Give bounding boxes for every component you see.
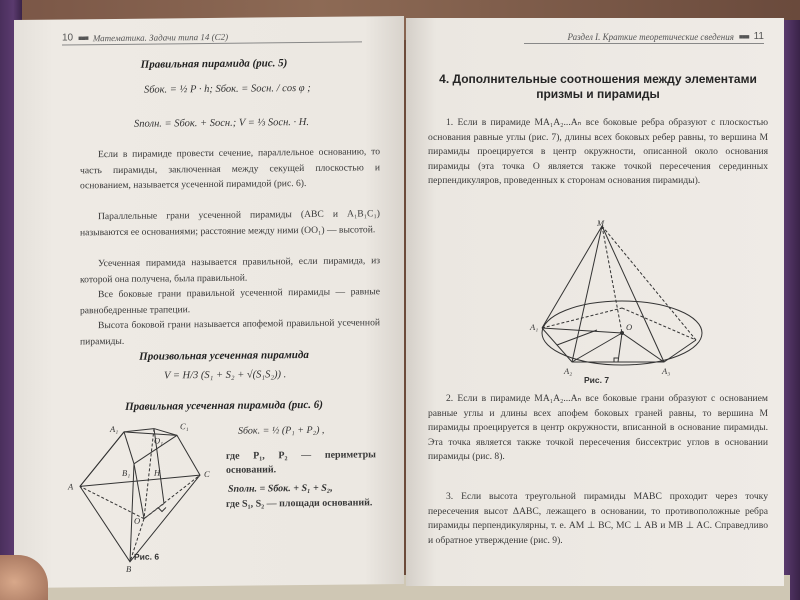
formula-truncated-lateral: Sбок. = ½ (P₁ + P₂) , [238,424,325,437]
note-perimeters: где P₁, P₂ — периметры оснований. [226,449,376,476]
label-A2: A₂ [564,366,573,376]
formula-truncated-full: Sполн. = Sбок. + S₁ + S₂, [228,482,333,495]
right-running-head-text: Раздел I. Краткие теоретические сведения [567,31,734,42]
figure-7-caption: Рис. 7 [584,375,610,385]
label-A1: A₁ [110,423,119,435]
label-B1: B₁ [122,467,131,478]
label-A1: A₁ [530,322,539,332]
figure-6-caption: Рис. 6 [134,551,160,562]
label-C1: C₁ [180,421,189,432]
label-A3: A₃ [662,366,671,376]
left-page [14,16,404,588]
truncated-pyramid-figure [62,413,232,575]
label-H: H [154,467,161,478]
note-areas: где S₁, S₂ — площади оснований. [226,497,373,510]
left-page-number: 10 [62,32,74,44]
paragraph-regular-truncated: Усеченная пирамида называется правильной, если пирамида, из которой она получена, была правильной. [80,255,380,285]
ornament-icon: ■■■ [738,32,749,41]
pyramid-figure-7 [524,218,720,383]
heading-regular-pyramid: Правильная пирамида (рис. 5) [140,57,288,71]
left-running-head-text: Математика. Задачи типа 14 (С2) [92,31,229,43]
section-title: 4. Дополнительные соотношения между элементами призмы и пирамиды [439,72,757,101]
paragraph-truncated-definition: Если в пирамиде провести сечение, параллельное основанию, то часть пирамиды, заключенная между секущей плоскостью и основанием, называется усеченной пирамидой (рис. 6). [80,146,380,192]
formula-full-area-volume: Sполн. = Sбок. + Sосн.; V = ⅓ Sосн. · H. [134,116,310,130]
label-O: O [626,322,633,332]
left-running-head [62,28,362,45]
book-cover-right [784,20,800,600]
ornament-icon: ■■■ [78,33,88,42]
right-running-head [524,30,764,44]
label-A: A [68,481,74,492]
item-2-text: 2. Если в пирамиде MA₁A₂...Aₙ все боковые грани образуют с основанием равные углы и длины всех апофем боковых граней равны, то вершина M пирамиды проецируется в центр окружности, вписанной в основание пирамиды. Эта точка является также точкой пересечения биссектрис углов в основании пирамиды (рис. 8). [428,393,768,462]
right-page [406,18,784,586]
paragraph-lateral-faces: Все боковые грани правильной усеченной пирамиды — равные равнобедренные трапеции. [80,286,380,316]
paragraph-bases-height: Параллельные грани усеченной пирамиды (ABC и A₁B₁C₁) называются ее основаниями; расстояние между ними (OO₁) — высотой. [80,208,380,238]
heading-arbitrary-truncated: Произвольная усеченная пирамида [139,348,309,363]
formula-truncated-volume: V = H/3 (S₁ + S₂ + √(S₁S₂)) . [164,369,287,382]
item-1-text: 1. Если в пирамиде MA₁A₂...Aₙ все боковые ребра образуют с плоскостью основания равные углы (рис. 7), длины всех боковых ребер равны, то вершина M пирамиды проецируется в центр окружности, описанной около основания пирамиды (эта точка O является также точкой пересечения серединных перпендикуляров, проведенных к сторонам основания пирамиды). [428,117,768,186]
label-O: O [134,515,141,526]
formula-lateral-area: Sбок. = ½ P · h; Sбок. = Sосн. / cos φ ; [144,82,311,96]
heading-regular-truncated: Правильная усеченная пирамида (рис. 6) [125,398,323,413]
label-O1: O₁ [154,435,164,446]
label-B: B [126,563,132,574]
label-C: C [204,468,210,480]
center-point-O [620,331,624,335]
right-page-number: 11 [753,31,764,42]
paragraph-apothem: Высота боковой грани называется апофемой правильной усеченной пирамиды. [80,317,380,347]
item-3-text: 3. Если высота треугольной пирамиды MABC проходит через точку пересечения высот ΔABC, лежащего в основании, то противоположные ребра пирамиды перпендикулярны, т. е. AM ⊥ BC, MC ⊥ AB и MB ⊥ AC. Справедливо и обратное утверждение (рис. 9). [428,491,768,546]
label-M: M [597,218,605,228]
